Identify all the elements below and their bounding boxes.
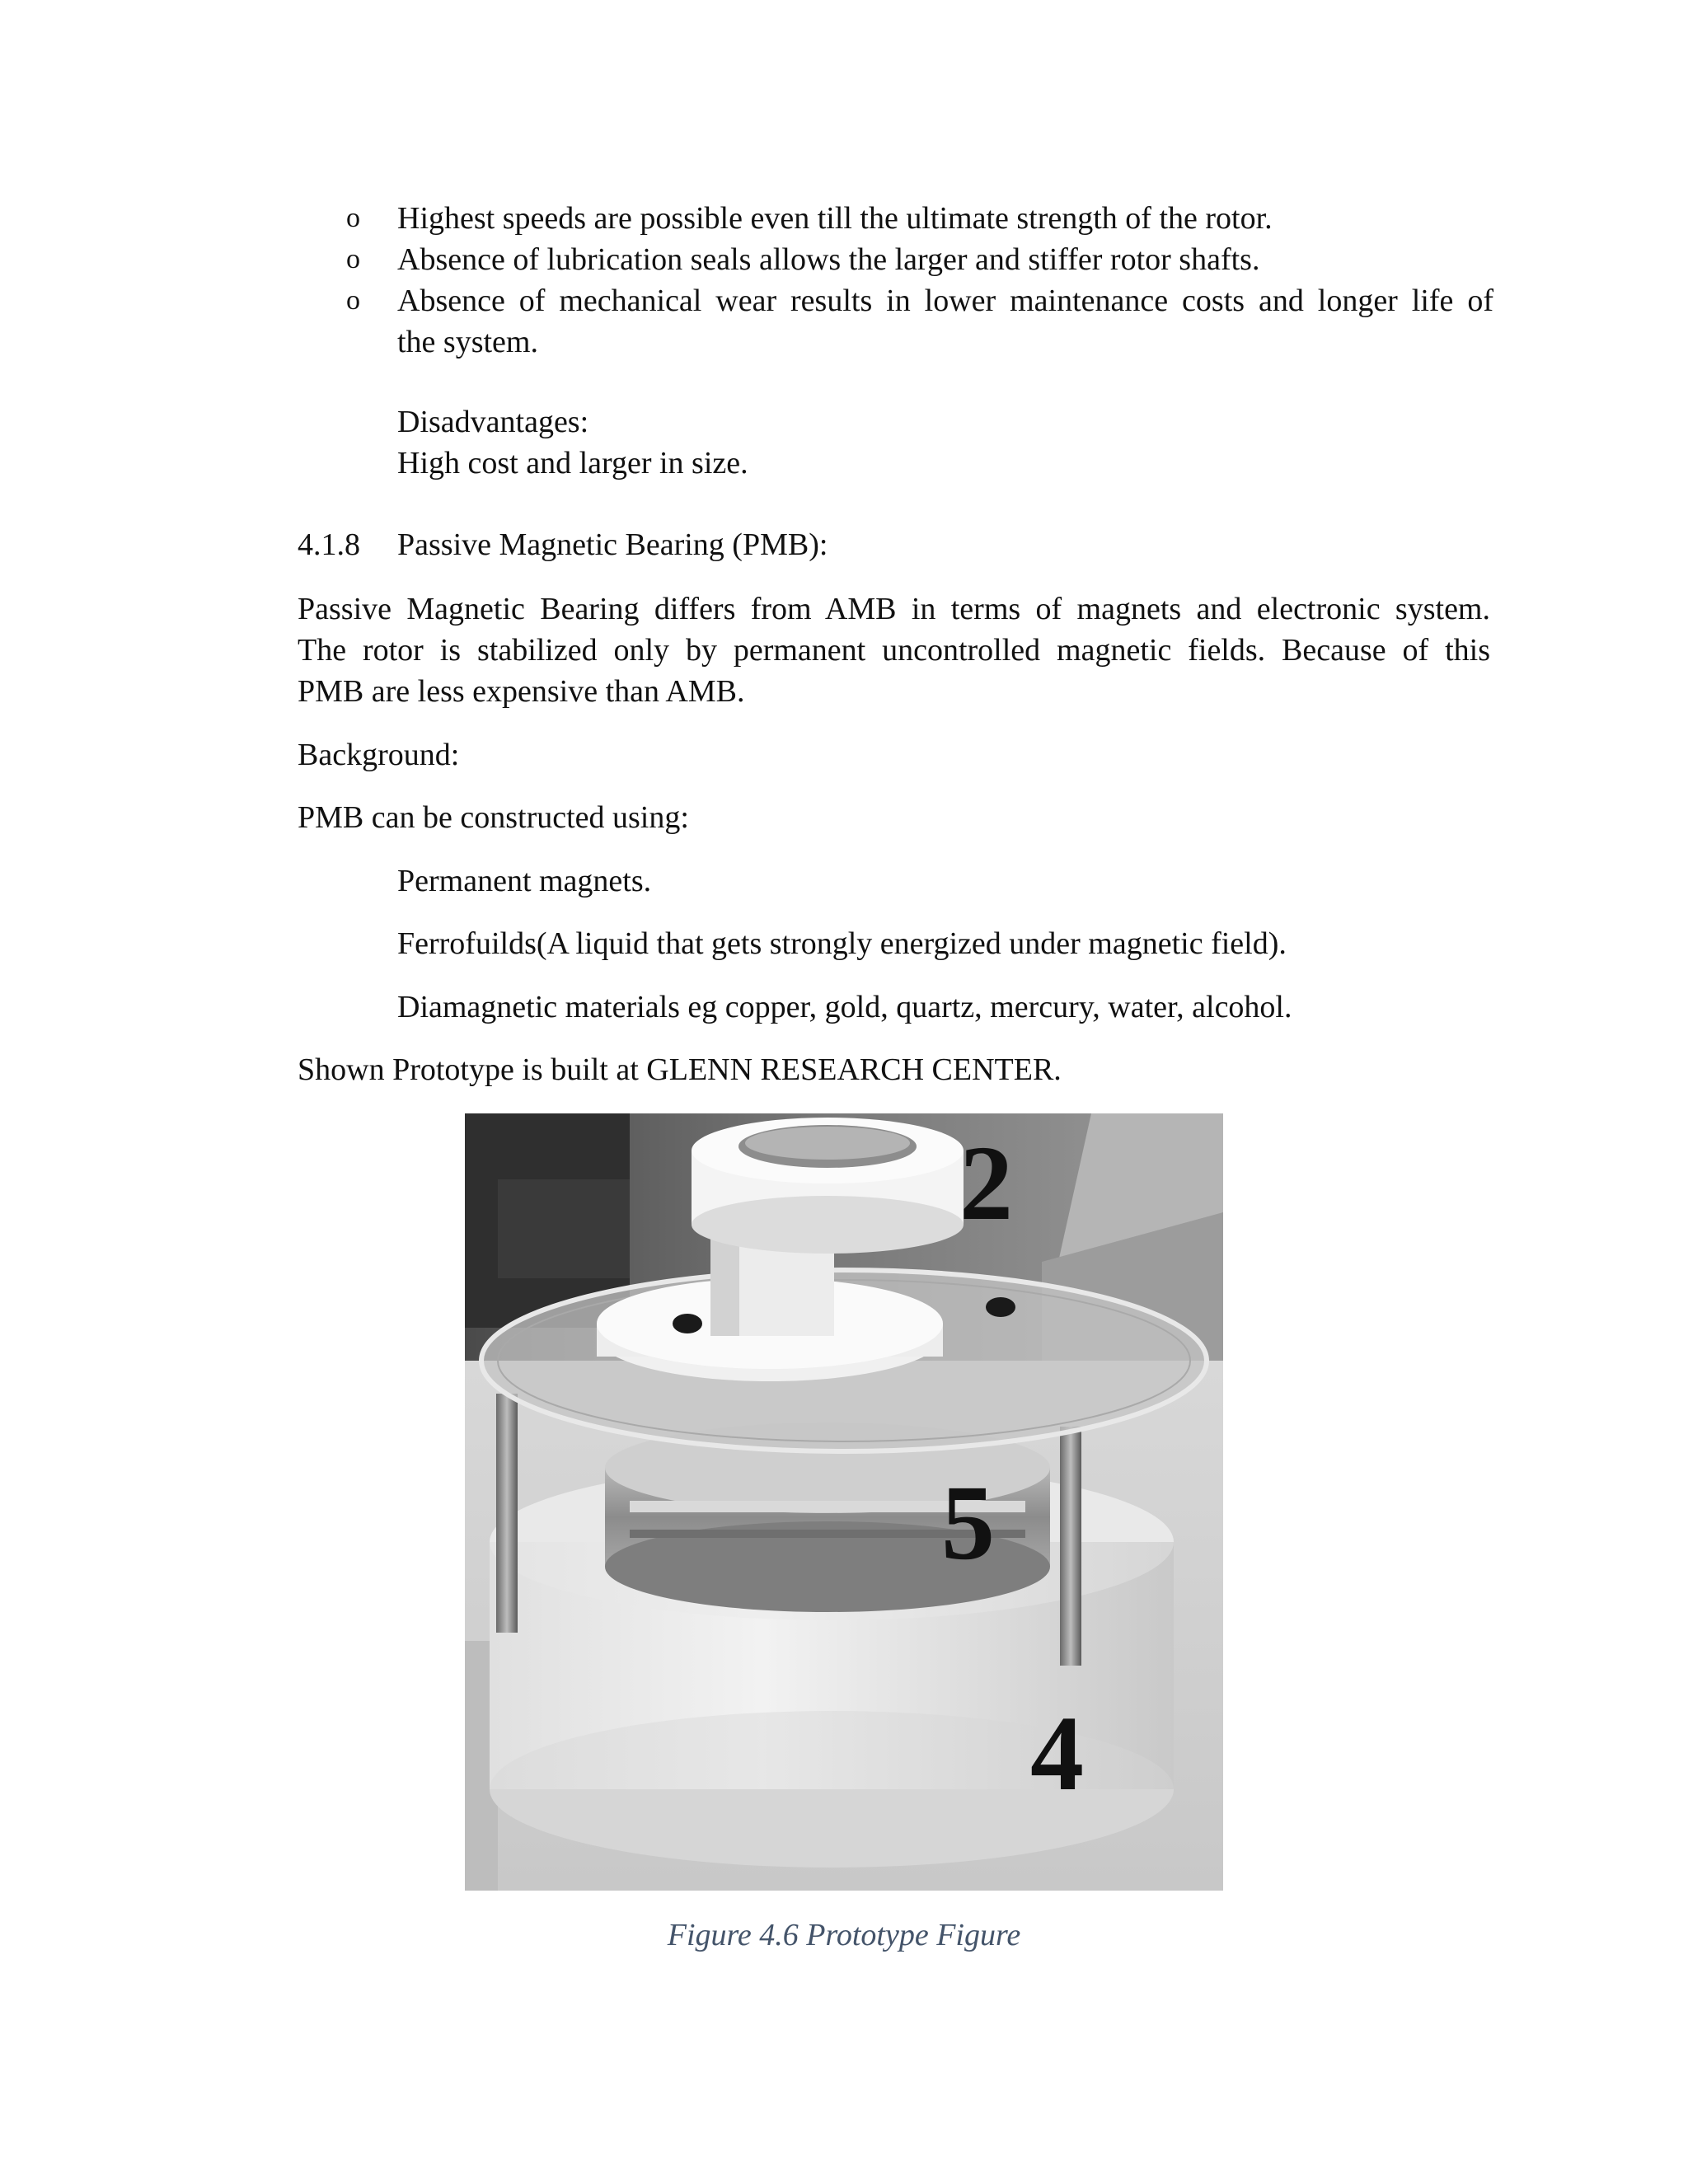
section-number: 4.1.8 <box>298 527 360 562</box>
figure-label-2: 2 <box>959 1124 1013 1243</box>
construct-item-magnets: Permanent magnets. <box>397 864 652 898</box>
bullet-item-wear-line1: Absence of mechanical wear results in lower maintenance costs and longer life of <box>397 284 1493 318</box>
construct-item-diamagnetic: Diamagnetic materials eg copper, gold, quartz, mercury, water, alcohol. <box>397 990 1292 1024</box>
bullet-item-wear-line2: the system. <box>397 325 538 359</box>
prototype-photo <box>465 1113 1223 1891</box>
bullet-item-speed: Highest speeds are possible even till the ultimate strength of the rotor. <box>397 201 1273 236</box>
intro-line-1: Passive Magnetic Bearing differs from AMB in terms of magnets and electronic system. <box>298 592 1490 626</box>
figure-caption: Figure 4.6 Prototype Figure <box>667 1918 1021 1952</box>
prototype-line: Shown Prototype is built at GLENN RESEARCH CENTER. <box>298 1052 1062 1087</box>
disadvantages-heading: Disadvantages: <box>397 405 589 439</box>
bullet-marker: o <box>346 244 360 274</box>
intro-line-3: PMB are less expensive than AMB. <box>298 674 745 709</box>
figure-label-4: 4 <box>1030 1694 1084 1813</box>
bullet-marker: o <box>346 285 360 316</box>
intro-line-2: The rotor is stabilized only by permanent uncontrolled magnetic fields. Because of this <box>298 633 1490 668</box>
bullet-item-wear <box>397 280 1493 363</box>
figure-label-5: 5 <box>941 1464 995 1582</box>
background-heading: Background: <box>298 738 460 772</box>
construct-intro: PMB can be constructed using: <box>298 800 689 835</box>
disadvantages-text: High cost and larger in size. <box>397 446 748 480</box>
construct-item-ferrofluids: Ferrofuilds(A liquid that gets strongly energized under magnetic field). <box>397 926 1287 961</box>
intro-paragraph <box>298 588 1490 712</box>
bullet-marker: o <box>346 203 360 233</box>
section-title: Passive Magnetic Bearing (PMB): <box>397 527 828 562</box>
bullet-item-lubrication: Absence of lubrication seals allows the larger and stiffer rotor shafts. <box>397 242 1260 277</box>
